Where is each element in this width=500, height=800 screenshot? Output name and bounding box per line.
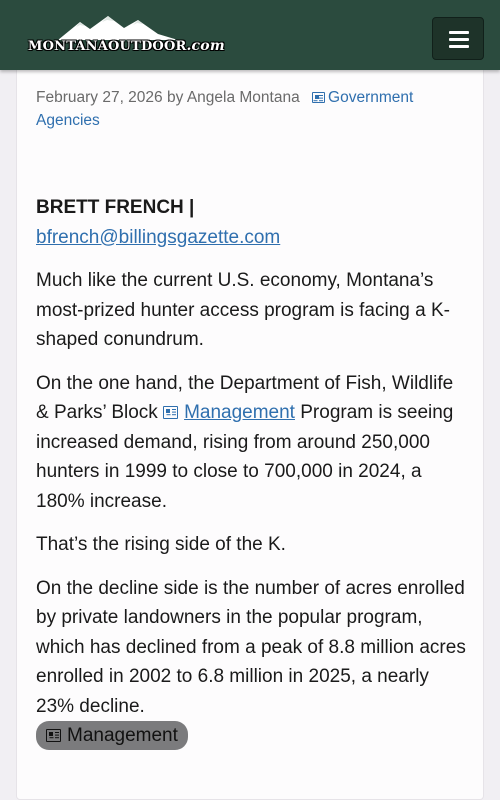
logo-wordmark: MONTANAOUTDOOR.com xyxy=(28,38,225,54)
article-body xyxy=(36,193,466,765)
newspaper-icon xyxy=(312,92,325,103)
article-byline xyxy=(36,193,466,252)
paragraph-4: On the decline side is the number of acres enrolled by private landowners in the popular program, which has declined from a peak of 8.8 million acres enrolled in 2002 to 6.8 million in 2025, a nearly 23% decline. Management xyxy=(36,574,466,751)
post-author[interactable]: Angela Montana xyxy=(186,89,300,106)
site-logo[interactable] xyxy=(24,14,225,58)
paragraph-2: On the one hand, the Department of Fish, Wildlife & Parks’ Block Management Program is seeing increased demand, rising from around 250,000 hunters in 1999 to close to 700,000 in 2024, a 180% increase. xyxy=(36,372,454,512)
site-header xyxy=(0,0,500,70)
author-email-link[interactable]: bfrench@billingsgazette.com xyxy=(36,226,281,248)
paragraph-3: That’s the rising side of the K. xyxy=(36,534,286,555)
post-meta xyxy=(36,86,456,132)
newspaper-icon xyxy=(163,406,178,419)
hamburger-menu-button[interactable] xyxy=(432,17,484,60)
post-by: by xyxy=(166,89,184,106)
byline-author: BRETT FRENCH | xyxy=(36,197,195,218)
management-tag-pill[interactable]: Management xyxy=(36,721,188,750)
management-tag-link[interactable]: Management xyxy=(163,402,295,423)
mountain-logo-icon xyxy=(58,14,178,40)
hamburger-menu-icon xyxy=(449,31,469,34)
newspaper-icon xyxy=(46,729,61,742)
post-category-link[interactable]: Government Agencies xyxy=(36,89,414,129)
paragraph-1: Much like the current U.S. economy, Montana’s most-prized hunter access program is facing a K-shaped conundrum. xyxy=(36,270,450,350)
post-date: February 27, 2026 xyxy=(36,89,163,106)
